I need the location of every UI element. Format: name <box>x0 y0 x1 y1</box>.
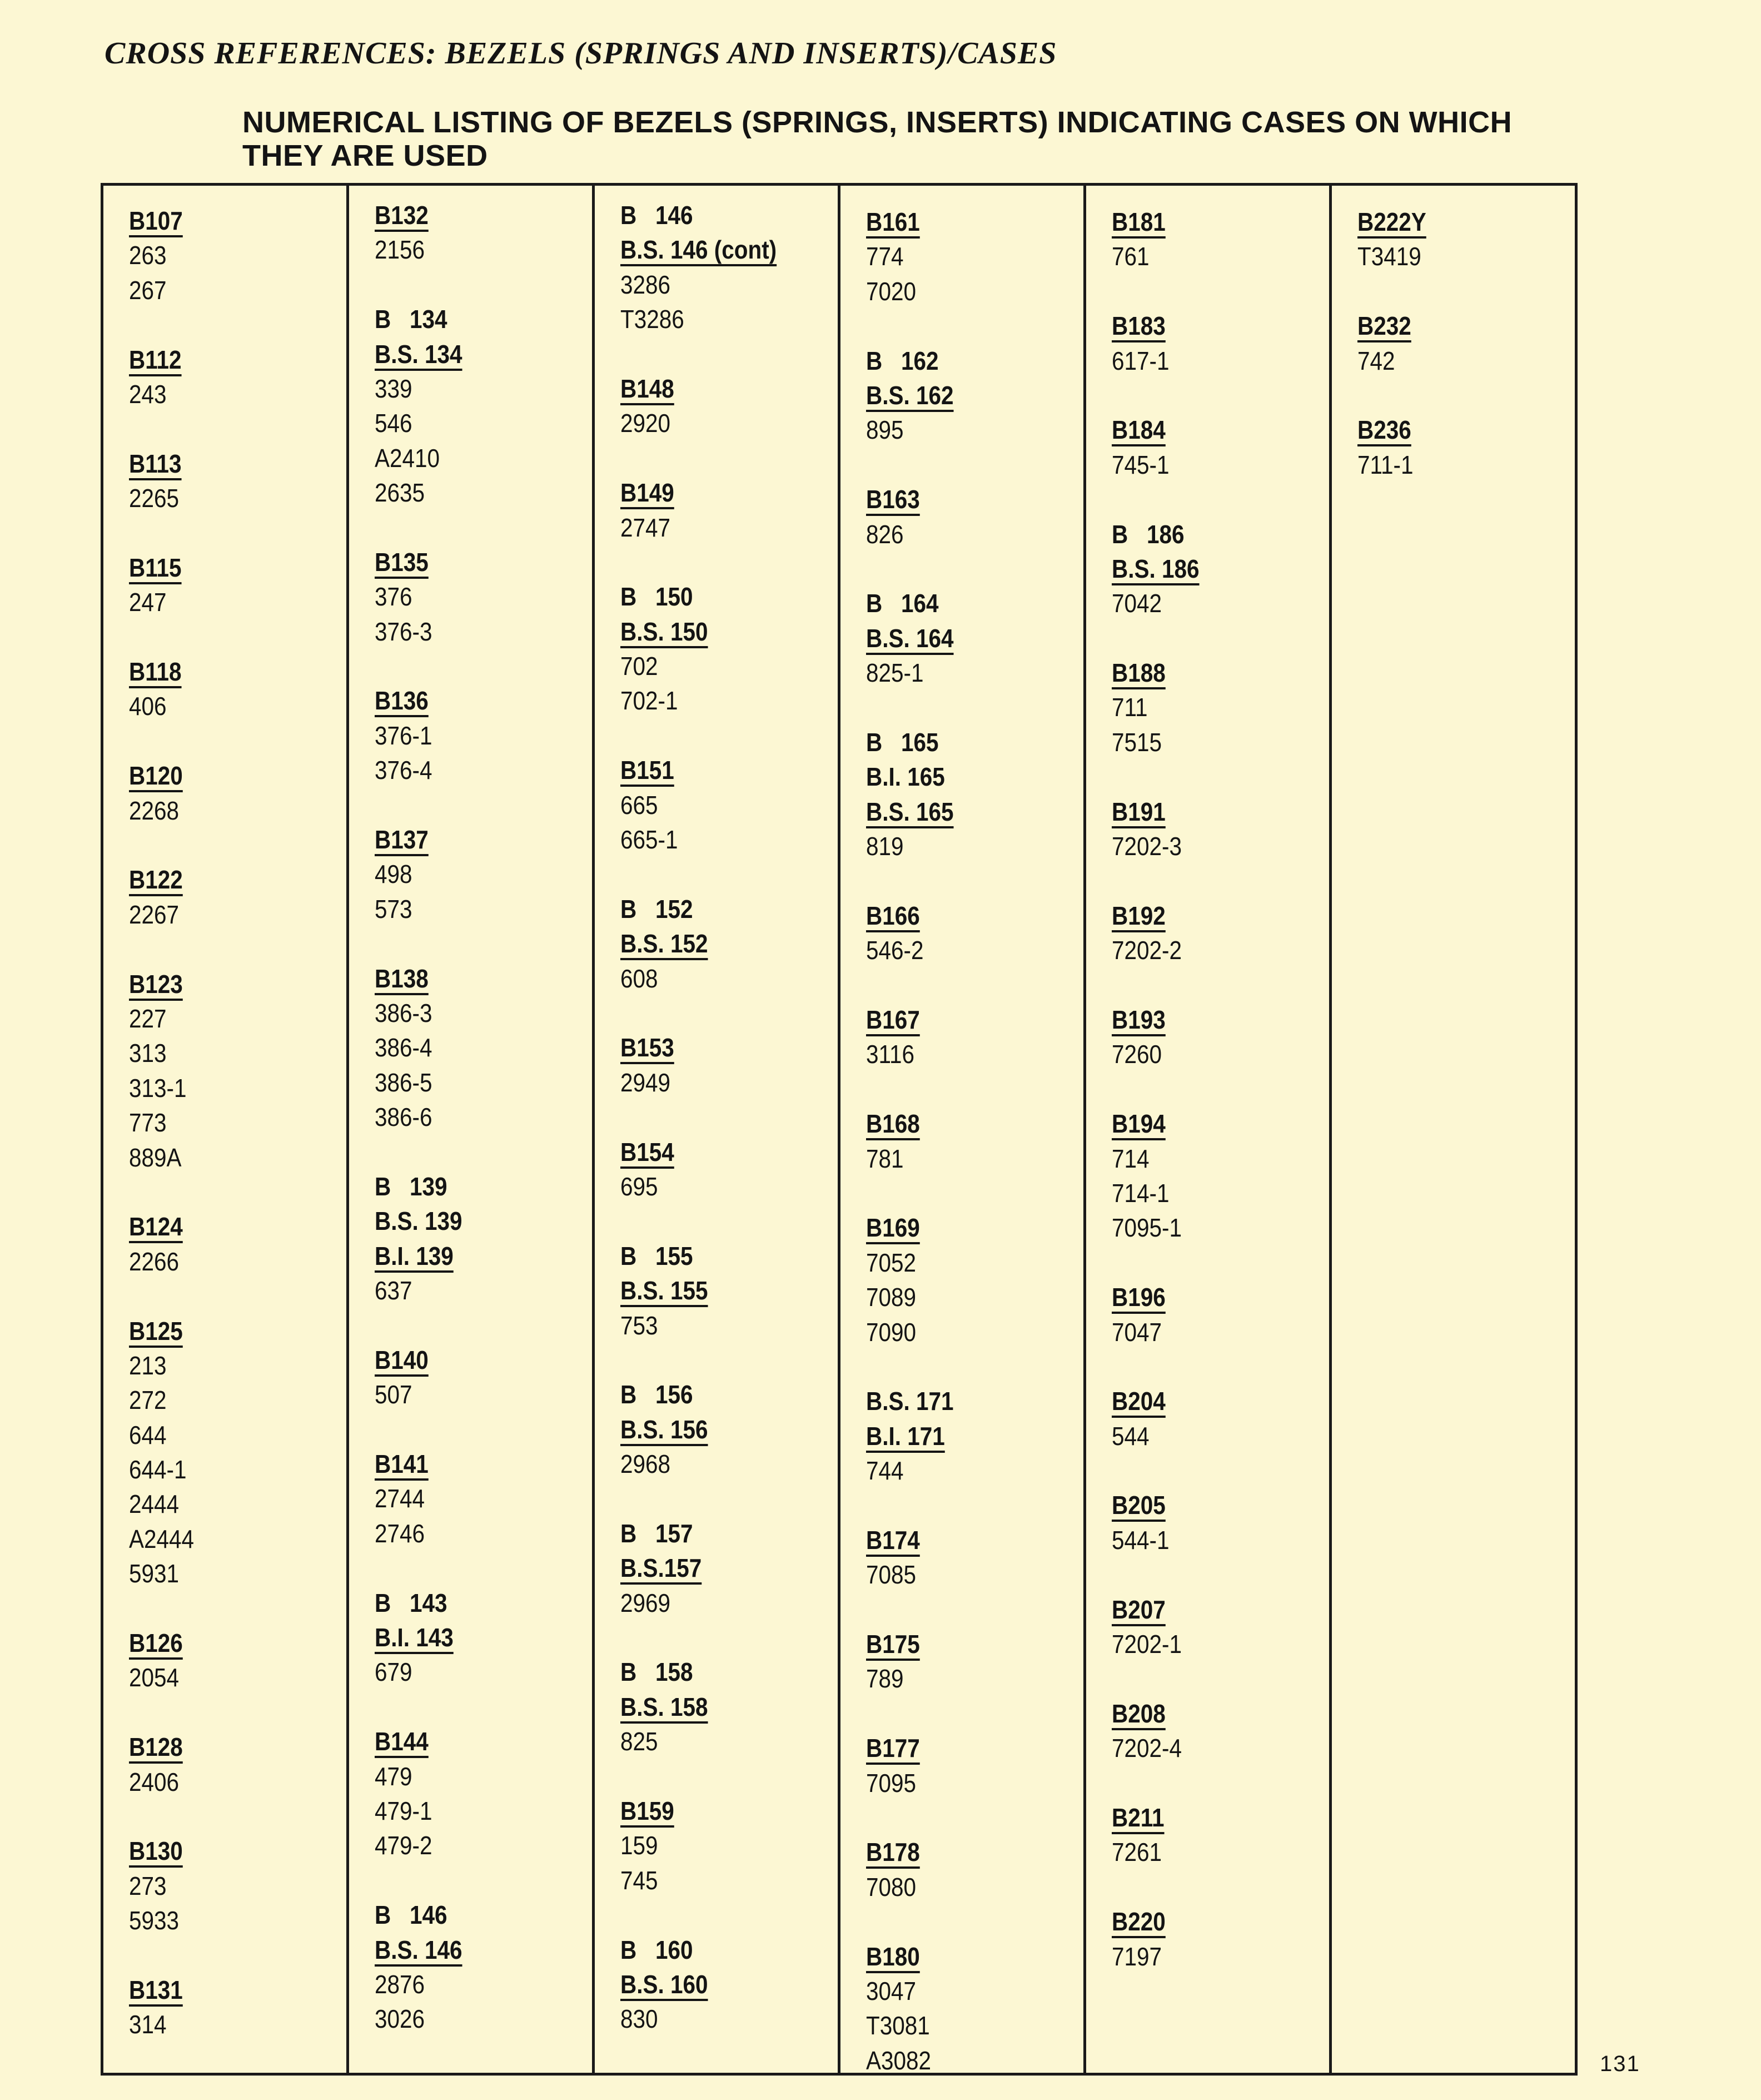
entry-spacer <box>1112 1245 1329 1280</box>
bezel-heading: B 134 <box>375 305 447 334</box>
bezel-heading: B123 <box>129 969 183 999</box>
case-number: 3116 <box>866 1040 915 1069</box>
bezel-heading: B236 <box>1357 415 1411 445</box>
entry-spacer <box>1112 1453 1329 1488</box>
bezel-heading: B220 <box>1112 1907 1166 1937</box>
entry-spacer <box>375 649 592 683</box>
bezel-heading: B.S. 156 <box>620 1414 708 1444</box>
entry-spacer <box>129 1279 346 1313</box>
bezel-heading: B154 <box>620 1137 674 1166</box>
bezel-heading: B181 <box>1112 207 1166 236</box>
case-number: 665-1 <box>620 825 678 855</box>
case-number: 227 <box>129 1004 167 1033</box>
entry-spacer <box>1112 863 1329 898</box>
entry-spacer <box>129 620 346 654</box>
case-number: 267 <box>129 275 167 305</box>
case-number: 702 <box>620 652 658 681</box>
bezel-heading: B 186 <box>1112 519 1185 549</box>
case-number: 761 <box>1112 242 1150 271</box>
case-number: 314 <box>129 2010 167 2039</box>
case-number: 376-4 <box>375 756 432 785</box>
case-number: 5933 <box>129 1906 180 1935</box>
bezel-heading: B.S. 150 <box>620 617 708 646</box>
case-number: 2266 <box>129 1247 180 1276</box>
case-number: T3419 <box>1357 242 1421 271</box>
bezel-heading: B196 <box>1112 1283 1166 1312</box>
bezel-heading: B166 <box>866 901 920 930</box>
bezel-heading: B.S. 139 <box>375 1207 462 1236</box>
case-number: 2265 <box>129 484 180 513</box>
case-number: 895 <box>866 415 904 445</box>
case-number: 544 <box>1112 1421 1150 1451</box>
page-number: 131 <box>1600 2052 1640 2076</box>
bezel-heading: B.I. 165 <box>866 762 945 792</box>
bezel-heading: B.S. 146 (cont) <box>620 235 777 265</box>
bezel-heading: B135 <box>375 547 429 577</box>
bezel-heading: B.I. 143 <box>375 1623 454 1652</box>
bezel-heading: B188 <box>1112 658 1166 688</box>
entry-spacer <box>866 690 1083 724</box>
bezel-heading: B131 <box>129 1975 183 2004</box>
case-number: 7202-3 <box>1112 832 1182 861</box>
bezel-heading: B.S. 164 <box>866 623 954 653</box>
case-number: 702-1 <box>620 686 678 716</box>
bezel-heading: B 150 <box>620 582 693 612</box>
case-number: 2746 <box>375 1518 425 1548</box>
case-number: 2268 <box>129 796 180 825</box>
case-number: 714-1 <box>1112 1178 1170 1208</box>
case-number: 386-3 <box>375 998 432 1027</box>
case-number: 386-4 <box>375 1033 432 1063</box>
case-number: 7047 <box>1112 1317 1162 1347</box>
case-number: 263 <box>129 241 167 270</box>
case-number: 825 <box>620 1727 658 1756</box>
entry-spacer <box>620 441 838 475</box>
listing-column-6 <box>1332 186 1575 2073</box>
listing-column-1 <box>103 186 349 2073</box>
case-number: 889A <box>129 1143 182 1172</box>
bezel-heading: B149 <box>620 478 674 508</box>
bezel-heading: B 152 <box>620 894 693 924</box>
case-number: 2444 <box>129 1490 180 1519</box>
bezel-heading: B.S. 152 <box>620 929 708 959</box>
case-number: 617-1 <box>1112 346 1170 375</box>
bezel-heading: B.S. 162 <box>866 380 954 410</box>
entry-spacer <box>866 968 1083 1002</box>
case-number: 2968 <box>620 1449 671 1479</box>
case-number: 665 <box>620 790 658 820</box>
bezel-heading: B192 <box>1112 901 1166 930</box>
bezel-heading: B.S. 165 <box>866 797 954 826</box>
bezel-heading: B128 <box>129 1732 183 1762</box>
case-number: 272 <box>129 1386 167 1415</box>
case-number: 406 <box>129 692 167 721</box>
case-number: 742 <box>1357 346 1395 375</box>
entry-spacer <box>129 828 346 862</box>
case-number: 376-3 <box>375 617 432 646</box>
bezel-heading: B193 <box>1112 1005 1166 1034</box>
entry-spacer <box>375 1551 592 1585</box>
case-number: 313-1 <box>129 1073 187 1103</box>
bezel-heading: B205 <box>1112 1491 1166 1520</box>
case-number: 7202-2 <box>1112 936 1182 965</box>
bezel-heading: B174 <box>866 1525 920 1555</box>
case-number: 825-1 <box>866 658 924 688</box>
case-number: 637 <box>375 1276 412 1305</box>
case-number: 544-1 <box>1112 1525 1170 1555</box>
entry-spacer <box>129 411 346 446</box>
entry-spacer <box>620 1204 838 1238</box>
case-number: A2410 <box>375 443 440 473</box>
entry-spacer <box>620 718 838 753</box>
case-number: 7095 <box>866 1768 917 1798</box>
entry-spacer <box>375 1308 592 1343</box>
bezel-heading: B.S. 171 <box>866 1387 954 1416</box>
case-number: 3026 <box>375 2004 425 2034</box>
entry-spacer <box>129 1799 346 1834</box>
case-number: 7197 <box>1112 1942 1162 1971</box>
entry-spacer <box>1112 759 1329 794</box>
case-number: 213 <box>129 1351 167 1380</box>
bezel-heading: B204 <box>1112 1387 1166 1416</box>
case-number: 781 <box>866 1144 904 1173</box>
case-number: A2444 <box>129 1524 195 1553</box>
entry-spacer <box>375 510 592 545</box>
entry-spacer <box>375 1690 592 1724</box>
entry-spacer <box>129 516 346 550</box>
case-number: 247 <box>129 588 167 617</box>
bezel-heading: B232 <box>1357 311 1411 341</box>
bezel-heading: B 143 <box>375 1588 447 1617</box>
entry-spacer <box>1112 378 1329 413</box>
entry-spacer <box>1112 1870 1329 1904</box>
entry-spacer <box>866 1904 1083 1939</box>
bezel-heading: B 165 <box>866 727 939 757</box>
case-number: 711 <box>1112 693 1148 722</box>
case-number: 3286 <box>620 270 671 299</box>
listing-column-3 <box>595 186 840 2073</box>
bezel-heading: B 156 <box>620 1380 693 1409</box>
entry-spacer <box>375 1135 592 1169</box>
bezel-heading: B 146 <box>375 1900 447 1930</box>
entry-spacer <box>866 309 1083 343</box>
entry-spacer <box>375 788 592 822</box>
entry-spacer <box>1112 274 1329 309</box>
case-number: 695 <box>620 1171 658 1201</box>
case-number: 7261 <box>1112 1838 1162 1867</box>
bezel-heading: B136 <box>375 686 429 716</box>
bezel-heading: B161 <box>866 207 920 236</box>
entry-spacer <box>866 1488 1083 1522</box>
entry-spacer <box>375 1863 592 1898</box>
bezel-heading: B207 <box>1112 1595 1166 1624</box>
bezel-heading: B115 <box>129 553 182 582</box>
bezel-heading: B 139 <box>375 1171 447 1201</box>
entry-spacer <box>1112 1557 1329 1592</box>
bezel-heading: B.S. 160 <box>620 1969 708 1999</box>
bezel-heading: B222Y <box>1357 207 1426 236</box>
bezel-heading: B.I. 139 <box>375 1241 454 1270</box>
case-number: 5931 <box>129 1559 180 1588</box>
case-number: 714 <box>1112 1144 1150 1173</box>
page-title: CROSS REFERENCES: BEZELS (SPRINGS AND INSERTS)/CASES <box>105 36 1057 71</box>
bezel-heading: B153 <box>620 1033 674 1063</box>
bezel-heading: B141 <box>375 1449 429 1479</box>
case-number: 679 <box>375 1657 412 1687</box>
bezel-heading: B130 <box>129 1836 183 1866</box>
case-number: 573 <box>375 894 412 924</box>
case-number: 7080 <box>866 1872 917 1902</box>
entry-spacer <box>1112 1766 1329 1800</box>
case-number: 376 <box>375 582 412 612</box>
case-number: 2156 <box>375 235 425 265</box>
case-number: 313 <box>129 1039 167 1068</box>
case-number: 2949 <box>620 1068 671 1097</box>
case-number: 7085 <box>866 1560 917 1590</box>
case-number: 2920 <box>620 409 671 438</box>
bezel-heading: B 160 <box>620 1935 693 1964</box>
entry-spacer <box>1112 621 1329 656</box>
entry-spacer <box>620 1620 838 1655</box>
bezel-heading: B208 <box>1112 1699 1166 1728</box>
case-number: 7090 <box>866 1317 917 1347</box>
bezel-heading: B 158 <box>620 1657 693 1687</box>
entry-spacer <box>866 1349 1083 1384</box>
bezel-heading: B184 <box>1112 415 1166 445</box>
bezel-heading: B132 <box>375 201 429 230</box>
listing-subtitle: NUMERICAL LISTING OF BEZELS (SPRINGS, INSERTS) INDICATING CASES ON WHICH THEY ARE USED <box>242 106 1513 173</box>
case-number: T3081 <box>866 2011 930 2041</box>
bezel-heading: B113 <box>129 449 182 478</box>
bezel-heading: B 146 <box>620 201 693 230</box>
entry-spacer <box>375 267 592 302</box>
case-number: 7202-1 <box>1112 1630 1182 1659</box>
bezel-heading: B124 <box>129 1212 183 1242</box>
case-number: 2635 <box>375 478 425 508</box>
case-number: 2876 <box>375 1969 425 1999</box>
case-number: 2054 <box>129 1663 180 1692</box>
entry-spacer <box>375 926 592 961</box>
case-number: 745 <box>620 1865 658 1895</box>
case-number: 7020 <box>866 276 917 306</box>
listing-column-5 <box>1086 186 1332 2073</box>
case-number: 744 <box>866 1456 904 1486</box>
entry-spacer <box>620 996 838 1030</box>
bezel-heading: B167 <box>866 1005 920 1034</box>
entry-spacer <box>866 1592 1083 1627</box>
case-number: 2747 <box>620 513 671 542</box>
case-number: 2969 <box>620 1588 671 1617</box>
case-number: 753 <box>620 1310 658 1340</box>
bezel-heading: B169 <box>866 1213 920 1243</box>
entry-spacer <box>1112 1661 1329 1696</box>
entry-spacer <box>1112 1349 1329 1384</box>
case-number: 273 <box>129 1871 167 1900</box>
case-number: 745-1 <box>1112 450 1170 479</box>
entry-spacer <box>866 1176 1083 1210</box>
bezel-heading: B120 <box>129 761 183 791</box>
entry-spacer <box>866 1072 1083 1106</box>
entry-spacer <box>866 448 1083 482</box>
case-number: 830 <box>620 2004 658 2034</box>
case-number: 386-6 <box>375 1103 432 1132</box>
case-number: 7202-4 <box>1112 1734 1182 1763</box>
case-number: 789 <box>866 1664 904 1694</box>
bezel-heading: B 155 <box>620 1241 693 1270</box>
entry-spacer <box>129 932 346 966</box>
case-number: 819 <box>866 832 904 861</box>
entry-spacer <box>620 545 838 579</box>
case-number: 7260 <box>1112 1040 1162 1069</box>
entry-spacer <box>620 337 838 371</box>
bezel-heading: B151 <box>620 756 674 785</box>
bezel-heading: B.I. 171 <box>866 1421 945 1451</box>
entry-spacer <box>620 1759 838 1794</box>
case-number: 479-2 <box>375 1831 432 1860</box>
case-number: 2406 <box>129 1767 180 1796</box>
case-number: A3082 <box>866 2046 932 2073</box>
bezel-heading: B178 <box>866 1838 920 1867</box>
case-number: 3047 <box>866 1976 917 2005</box>
case-number: 644-1 <box>129 1455 187 1485</box>
entry-spacer <box>1112 1072 1329 1106</box>
bezel-heading: B118 <box>129 657 182 687</box>
case-number: 7052 <box>866 1248 917 1277</box>
entry-spacer <box>1112 968 1329 1002</box>
entry-spacer <box>620 1343 838 1377</box>
bezel-heading: B137 <box>375 825 429 855</box>
entry-spacer <box>1112 482 1329 517</box>
case-number: 2267 <box>129 900 180 929</box>
bezel-heading: B180 <box>866 1942 920 1971</box>
bezel-heading: B168 <box>866 1109 920 1139</box>
bezel-heading: B159 <box>620 1796 674 1825</box>
case-number: 7095-1 <box>1112 1213 1182 1243</box>
entry-spacer <box>620 1898 838 1932</box>
entry-spacer <box>866 1800 1083 1835</box>
case-number: 243 <box>129 379 167 409</box>
bezel-heading: B.S. 134 <box>375 339 462 369</box>
case-number: 826 <box>866 519 904 549</box>
bezel-heading: B163 <box>866 485 920 514</box>
case-number: 479 <box>375 1761 412 1791</box>
case-number: 2744 <box>375 1484 425 1513</box>
bezel-heading: B.S. 158 <box>620 1692 708 1721</box>
entry-spacer <box>866 863 1083 898</box>
case-number: 546-2 <box>866 936 924 965</box>
entry-spacer <box>620 857 838 891</box>
bezel-heading: B125 <box>129 1316 183 1346</box>
case-number: 7042 <box>1112 589 1162 618</box>
entry-spacer <box>129 1695 346 1730</box>
case-number: 498 <box>375 860 412 889</box>
bezel-heading: B140 <box>375 1345 429 1374</box>
case-number: T3286 <box>620 305 684 334</box>
bezel-heading: B 164 <box>866 589 939 618</box>
entry-spacer <box>129 1938 346 1973</box>
entry-spacer <box>375 1412 592 1447</box>
entry-spacer <box>866 552 1083 586</box>
case-number: 644 <box>129 1420 167 1449</box>
case-number: 774 <box>866 242 904 271</box>
bezel-heading: B194 <box>1112 1109 1166 1139</box>
bezel-heading: B144 <box>375 1727 429 1756</box>
entry-spacer <box>129 1591 346 1626</box>
bezel-listing-table <box>101 183 1578 2076</box>
entry-spacer <box>866 1696 1083 1731</box>
bezel-heading: B122 <box>129 865 183 895</box>
entry-spacer <box>129 724 346 758</box>
bezel-heading: B138 <box>375 964 429 993</box>
case-number: 7515 <box>1112 727 1162 757</box>
bezel-heading: B.S.157 <box>620 1553 702 1583</box>
case-number: 339 <box>375 374 412 403</box>
case-number: 608 <box>620 964 658 993</box>
entry-spacer <box>1357 274 1575 309</box>
entry-spacer <box>1357 378 1575 413</box>
listing-column-4 <box>840 186 1086 2073</box>
bezel-heading: B112 <box>129 345 182 374</box>
case-number: 7089 <box>866 1283 917 1312</box>
case-number: 159 <box>620 1831 658 1860</box>
bezel-heading: B211 <box>1112 1803 1165 1832</box>
case-number: 546 <box>375 409 412 438</box>
bezel-heading: B191 <box>1112 797 1166 826</box>
case-number: 479-1 <box>375 1796 432 1825</box>
case-number: 376-1 <box>375 721 432 750</box>
bezel-heading: B148 <box>620 374 674 403</box>
entry-spacer <box>620 1100 838 1134</box>
listing-column-2 <box>349 186 595 2073</box>
case-number: 507 <box>375 1380 412 1409</box>
entry-spacer <box>129 1175 346 1209</box>
case-number: 386-5 <box>375 1068 432 1097</box>
case-number: 773 <box>129 1108 167 1138</box>
bezel-heading: B 157 <box>620 1518 693 1548</box>
bezel-heading: B.S. 146 <box>375 1935 462 1964</box>
case-number: 711-1 <box>1357 450 1414 479</box>
bezel-heading: B126 <box>129 1629 183 1658</box>
bezel-heading: B 162 <box>866 346 939 375</box>
bezel-heading: B.S. 155 <box>620 1276 708 1305</box>
entry-spacer <box>129 307 346 342</box>
bezel-heading: B107 <box>129 206 183 235</box>
entry-spacer <box>620 1481 838 1516</box>
bezel-heading: B.S. 186 <box>1112 554 1200 583</box>
bezel-heading: B177 <box>866 1734 920 1763</box>
bezel-heading: B183 <box>1112 311 1166 341</box>
bezel-heading: B175 <box>866 1630 920 1659</box>
